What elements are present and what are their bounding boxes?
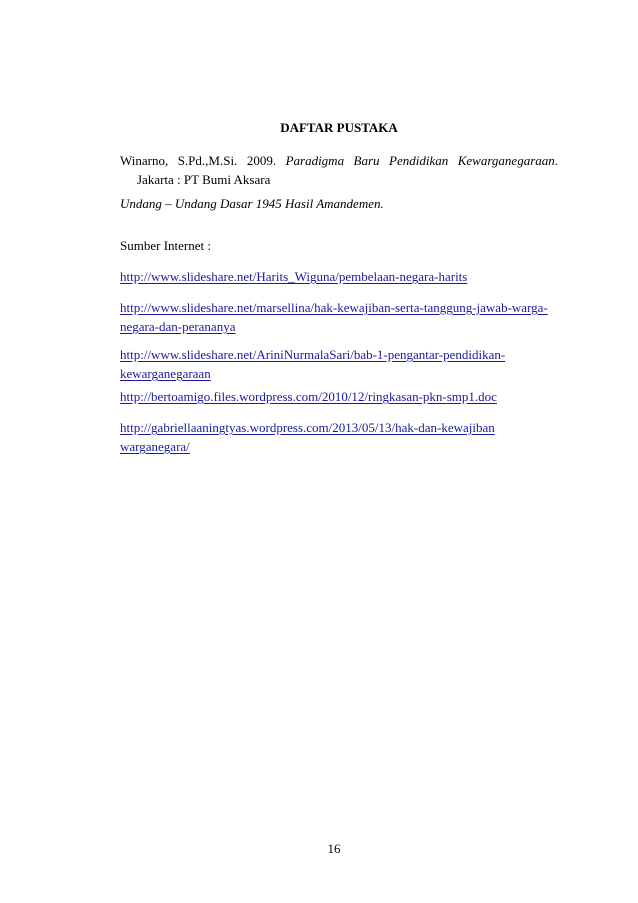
- reference-book-title: Paradigma Baru Pendidikan Kewarganegaraan: [285, 153, 555, 168]
- internet-link-text-cont[interactable]: kewarganegaraan: [120, 366, 211, 381]
- internet-link[interactable]: [120, 267, 558, 286]
- reference-law: Undang – Undang Dasar 1945 Hasil Amandemen.: [120, 196, 384, 211]
- reference-book-title-end: .: [554, 153, 559, 168]
- reference-book-publisher: Jakarta : PT Bumi Aksara: [137, 172, 271, 187]
- internet-link[interactable]: [120, 387, 558, 406]
- page-number: 16: [327, 841, 341, 856]
- internet-link[interactable]: [120, 418, 558, 456]
- internet-link-text[interactable]: http://bertoamigo.files.wordpress.com/2010/12/ringkasan-pkn-smp1.doc: [120, 389, 497, 404]
- internet-link-text-cont[interactable]: negara-dan-perananya: [120, 319, 236, 334]
- internet-sources-heading: Sumber Internet :: [120, 238, 211, 253]
- internet-link-text[interactable]: http://www.slideshare.net/marsellina/hak-kewajiban-serta-tanggung-jawab-warga-: [120, 300, 548, 315]
- internet-link-text[interactable]: http://www.slideshare.net/Harits_Wiguna/pembelaan-negara-harits: [120, 269, 468, 284]
- internet-link[interactable]: [120, 345, 558, 383]
- internet-link[interactable]: [120, 298, 558, 336]
- reference-book-authors: Winarno, S.Pd.,M.Si.: [120, 153, 238, 168]
- internet-link-text-cont[interactable]: warganegara/: [120, 439, 190, 454]
- page-title: DAFTAR PUSTAKA: [280, 120, 398, 135]
- internet-link-text[interactable]: http://gabriellaaningtyas.wordpress.com/2013/05/13/hak-dan-kewajiban: [120, 420, 495, 435]
- reference-book-line1: [120, 151, 558, 170]
- reference-book: [120, 151, 558, 189]
- reference-book-year: 2009.: [246, 153, 277, 168]
- internet-link-text[interactable]: http://www.slideshare.net/AriniNurmalaSari/bab-1-pengantar-pendidikan-: [120, 347, 506, 362]
